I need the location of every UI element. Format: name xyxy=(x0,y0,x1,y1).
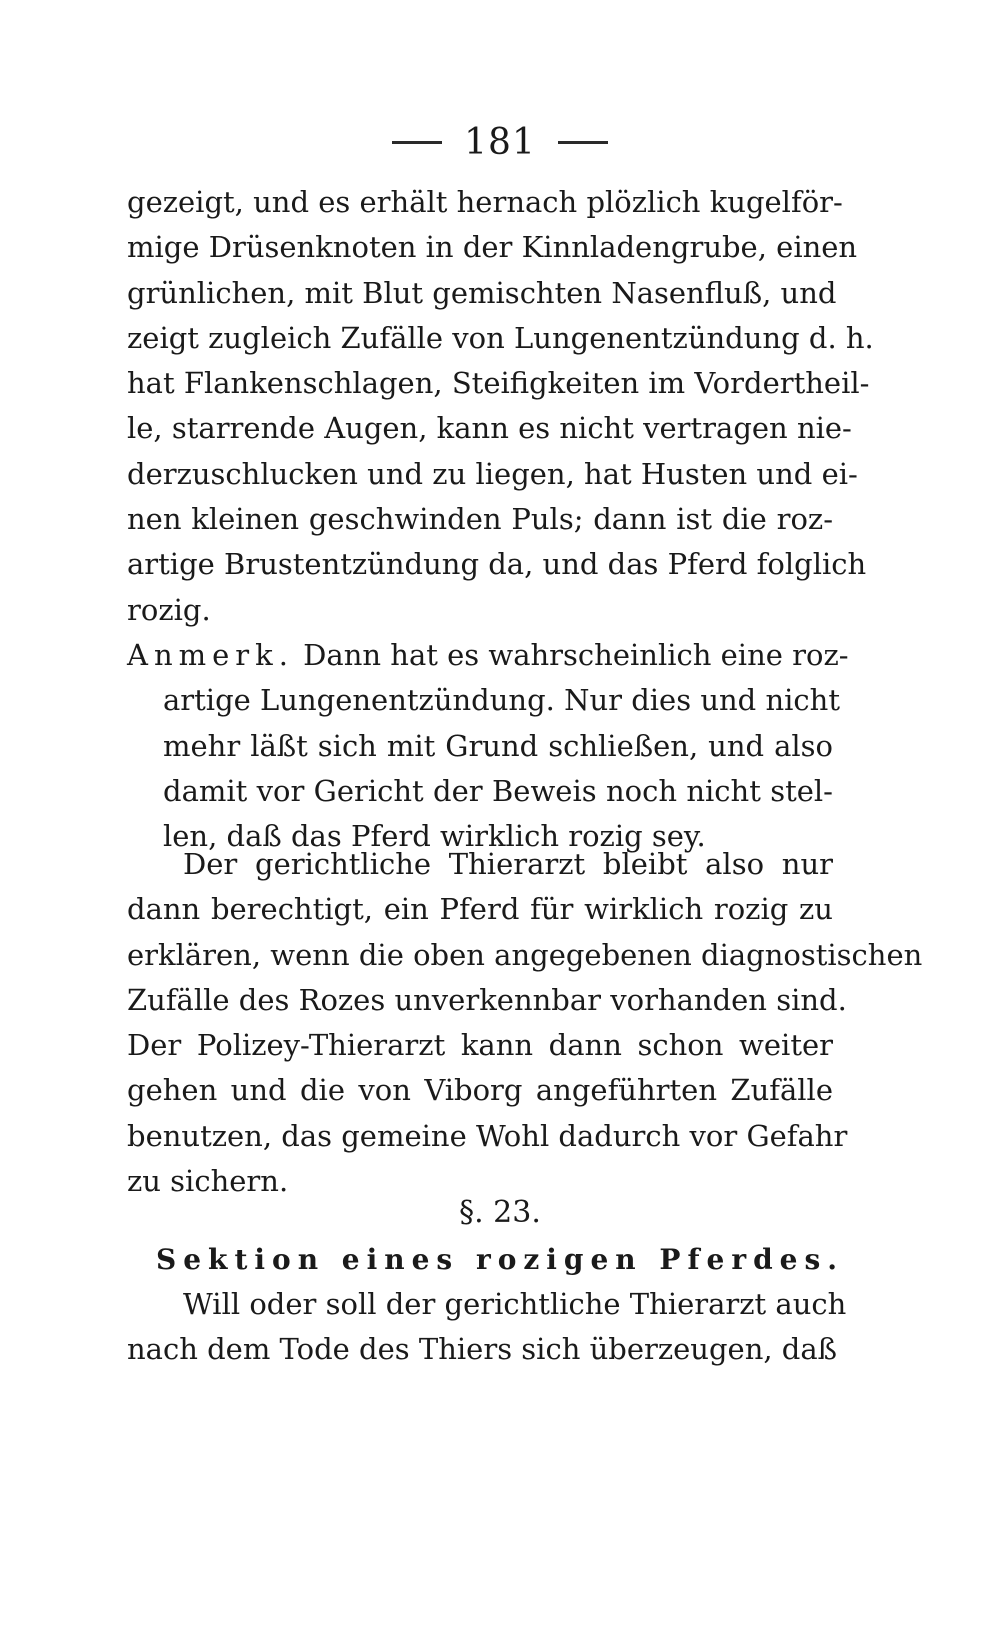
text-line: zeigt zugleich Zufälle von Lungenentzündung d. h. xyxy=(127,320,874,355)
text-line: Will oder soll der gerichtliche Thierarzt auch xyxy=(183,1287,847,1321)
text-line: gezeigt, und es erhält hernach plözlich kugelför- xyxy=(127,185,843,219)
text-line: hat Flankenschlagen, Steifigkeiten im Vordertheil- xyxy=(127,366,870,401)
annotation xyxy=(127,633,849,859)
text-line: mige Drüsenknoten in der Kinnladengrube, einen xyxy=(127,230,858,265)
text-line: gehen und die von Viborg angeführten Zufälle xyxy=(127,1073,833,1108)
annotation-text: Dann hat es wahrscheinlich eine roz- xyxy=(303,638,849,672)
annotation-first-line xyxy=(127,633,849,678)
left-dash xyxy=(392,141,442,144)
right-dash xyxy=(558,141,608,144)
text-line: erklären, wenn die oben angegebenen diagnostischen xyxy=(127,937,923,972)
text-line: artige Lungenentzündung. Nur dies und nicht xyxy=(163,683,840,718)
text-line: dann berechtigt, ein Pferd für wirklich rozig zu xyxy=(127,892,833,927)
text-line: le, starrende Augen, kann es nicht vertragen nie- xyxy=(127,411,852,446)
text-line: benutzen, das gemeine Wohl dadurch vor Gefahr xyxy=(127,1118,848,1153)
section-number: §. 23. xyxy=(459,1195,541,1230)
paragraph-3 xyxy=(127,1282,847,1373)
text-line: nach dem Tode des Thiers sich überzeugen, daß xyxy=(127,1332,838,1367)
paragraph-1 xyxy=(127,180,874,633)
text-line: Der gerichtliche Thierarzt bleibt also nur xyxy=(183,847,833,881)
page-header xyxy=(0,122,1000,163)
annotation-label: Anmerk. xyxy=(127,638,294,672)
text-line: derzuschlucken und zu liegen, hat Husten und ei- xyxy=(127,456,858,491)
text-line: mehr läßt sich mit Grund schließen, und also xyxy=(163,728,833,763)
text-line: artige Brustentzündung da, und das Pferd folglich xyxy=(127,547,867,582)
paragraph-2 xyxy=(127,842,923,1204)
text-line: damit vor Gericht der Beweis noch nicht stel- xyxy=(163,773,833,808)
text-line: Der Polizey-Thierarzt kann dann schon weiter xyxy=(127,1028,833,1063)
text-line: grünlichen, mit Blut gemischten Nasenfluß, und xyxy=(127,275,837,310)
section-title: Sektion eines rozigen Pferdes. xyxy=(156,1243,844,1276)
text-line: Zufälle des Rozes unverkennbar vorhanden sind. xyxy=(127,982,847,1017)
text-line: len, daß das Pferd wirklich rozig sey. xyxy=(163,819,706,854)
text-line: nen kleinen geschwinden Puls; dann ist die roz- xyxy=(127,502,833,537)
text-line: zu sichern. xyxy=(127,1164,289,1199)
text-line: rozig. xyxy=(127,592,211,627)
page-number: 181 xyxy=(464,122,536,163)
